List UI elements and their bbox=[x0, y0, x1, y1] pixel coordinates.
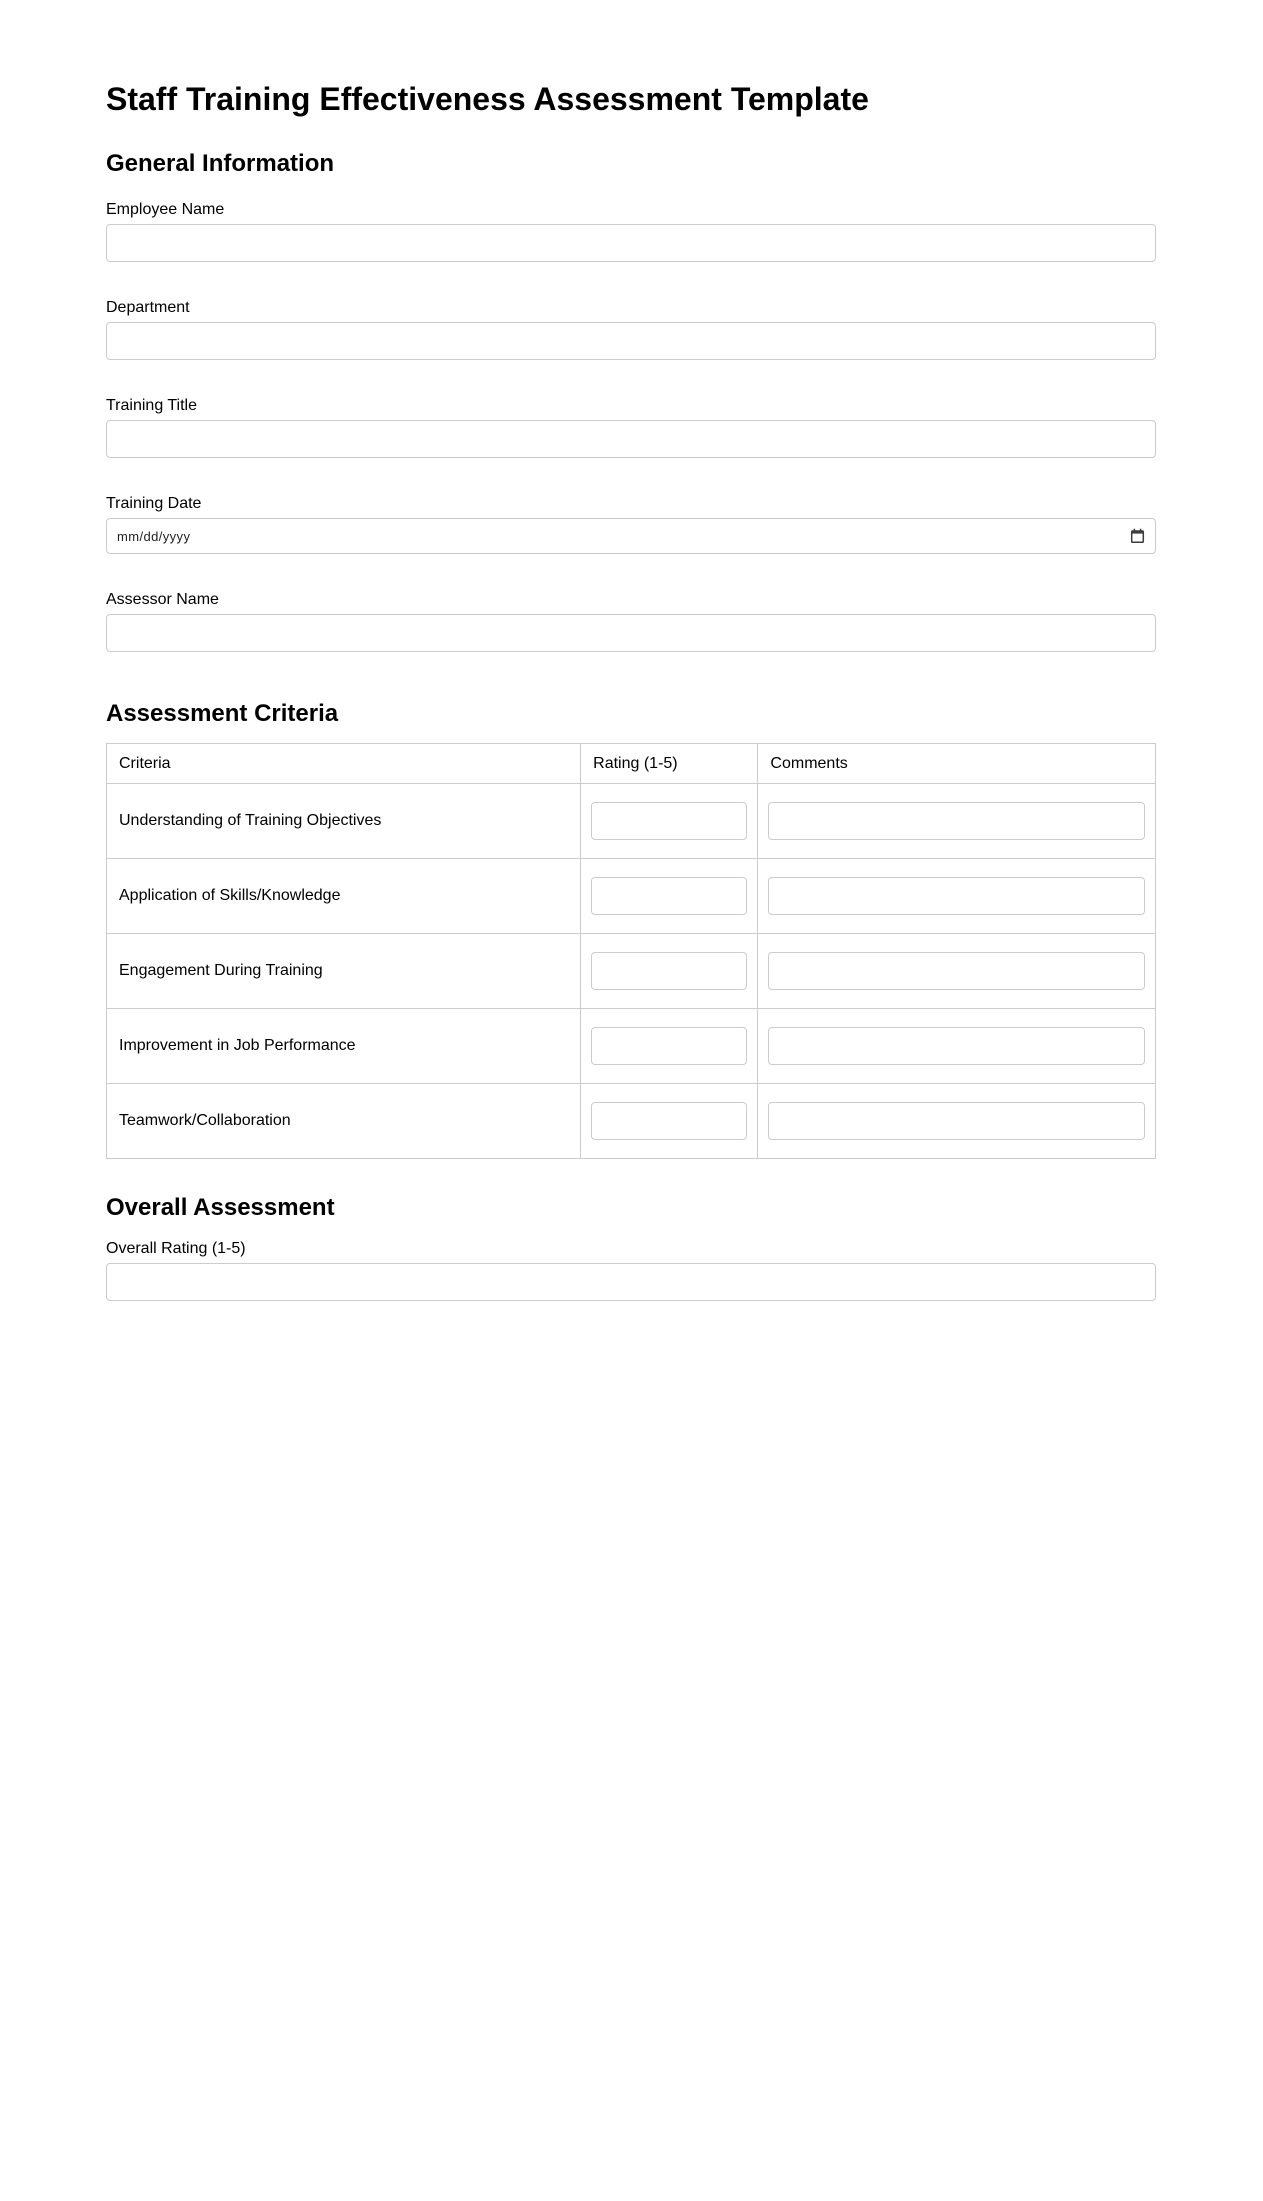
assessor-name-label: Assessor Name bbox=[106, 591, 219, 608]
rating-input-row-4[interactable] bbox=[591, 1027, 747, 1065]
overall-rating-1-5-label: Overall Rating (1-5) bbox=[106, 1240, 246, 1257]
col-header-criteria: Criteria bbox=[107, 744, 581, 784]
training-title-label: Training Title bbox=[106, 397, 197, 414]
employee-name-input[interactable] bbox=[106, 224, 1156, 262]
training-title-field bbox=[106, 396, 1156, 458]
training-date-input[interactable] bbox=[106, 518, 1156, 554]
rating-input-row-5[interactable] bbox=[591, 1102, 747, 1140]
table-row-understanding-of-training-objectives bbox=[107, 784, 1156, 859]
criteria-table-body bbox=[107, 784, 1156, 1159]
comments-input-row-3[interactable] bbox=[768, 952, 1145, 990]
comments-cell bbox=[758, 784, 1156, 859]
comments-cell bbox=[758, 934, 1156, 1009]
department-input[interactable] bbox=[106, 322, 1156, 360]
criteria-cell-engagement-during-training: Engagement During Training bbox=[107, 934, 581, 1009]
section-heading-overall-assessment: Overall Assessment bbox=[106, 1194, 335, 1221]
criteria-table-header bbox=[107, 744, 1156, 784]
calendar-icon[interactable] bbox=[1130, 528, 1145, 544]
comments-input-row-4[interactable] bbox=[768, 1027, 1145, 1065]
overall-rating-1-5-field bbox=[106, 1239, 1156, 1301]
overall-fields bbox=[106, 1239, 1156, 1301]
rating-input-row-1[interactable] bbox=[591, 802, 747, 840]
overall-rating-1-5-input[interactable] bbox=[106, 1263, 1156, 1301]
training-date-label: Training Date bbox=[106, 495, 202, 512]
table-row-application-of-skills-knowledge bbox=[107, 859, 1156, 934]
rating-cell bbox=[581, 1009, 758, 1084]
rating-cell bbox=[581, 1084, 758, 1159]
section-heading-assessment-criteria: Assessment Criteria bbox=[106, 700, 339, 727]
employee-name-field bbox=[106, 200, 1156, 262]
criteria-cell-application-of-skills-knowledge: Application of Skills/Knowledge bbox=[107, 859, 581, 934]
date-placeholder-text: mm/dd/yyyy bbox=[117, 528, 191, 544]
comments-input-row-1[interactable] bbox=[768, 802, 1145, 840]
table-row-engagement-during-training bbox=[107, 934, 1156, 1009]
assessor-name-field bbox=[106, 590, 1156, 652]
col-header-comments: Comments bbox=[758, 744, 1156, 784]
criteria-cell-teamwork-collaboration: Teamwork/Collaboration bbox=[107, 1084, 581, 1159]
col-header-rating-1-5: Rating (1-5) bbox=[581, 744, 758, 784]
form-container bbox=[106, 81, 1156, 1301]
comments-cell bbox=[758, 1009, 1156, 1084]
table-row-improvement-in-job-performance bbox=[107, 1009, 1156, 1084]
criteria-cell-improvement-in-job-performance: Improvement in Job Performance bbox=[107, 1009, 581, 1084]
comments-input-row-5[interactable] bbox=[768, 1102, 1145, 1140]
department-field bbox=[106, 298, 1156, 360]
rating-cell bbox=[581, 859, 758, 934]
rating-input-row-3[interactable] bbox=[591, 952, 747, 990]
department-label: Department bbox=[106, 299, 190, 316]
training-date-field bbox=[106, 494, 1156, 554]
assessor-name-input[interactable] bbox=[106, 614, 1156, 652]
header-row bbox=[107, 744, 1156, 784]
rating-cell bbox=[581, 784, 758, 859]
comments-cell bbox=[758, 1084, 1156, 1159]
section-heading-general-information: General Information bbox=[106, 150, 335, 177]
assessment-criteria-table bbox=[106, 743, 1156, 1159]
table-row-teamwork-collaboration bbox=[107, 1084, 1156, 1159]
training-title-input[interactable] bbox=[106, 420, 1156, 458]
page-title: Staff Training Effectiveness Assessment Template bbox=[106, 81, 869, 117]
criteria-cell-understanding-of-training-objectives: Understanding of Training Objectives bbox=[107, 784, 581, 859]
general-fields bbox=[106, 200, 1156, 652]
rating-input-row-2[interactable] bbox=[591, 877, 747, 915]
employee-name-label: Employee Name bbox=[106, 201, 225, 218]
rating-cell bbox=[581, 934, 758, 1009]
comments-input-row-2[interactable] bbox=[768, 877, 1145, 915]
comments-cell bbox=[758, 859, 1156, 934]
